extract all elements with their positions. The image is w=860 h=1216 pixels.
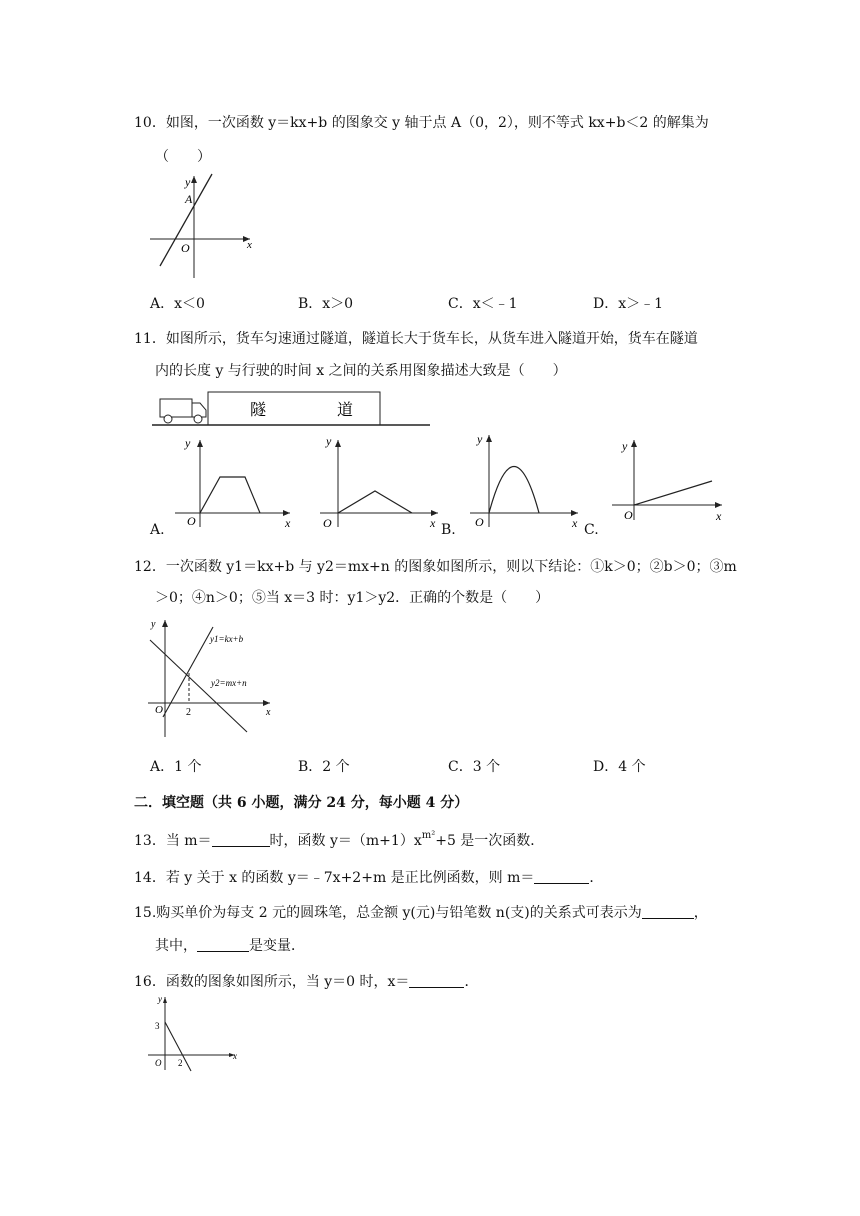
q15-blank-2[interactable] [197, 937, 249, 952]
q11b-o: O [323, 516, 332, 530]
q16-x: x [233, 1051, 237, 1061]
q11-graph-c [470, 430, 585, 530]
q12-o: O [155, 704, 163, 716]
q16-graph [145, 992, 245, 1074]
q10-graph [145, 170, 260, 280]
q11-tunnel-figure [152, 390, 432, 430]
q11c-o: O [475, 515, 484, 529]
q11-graph-d [612, 435, 727, 525]
q16-prefix: 16．函数的图象如图所示，当 y＝0 时，x＝ [134, 974, 410, 990]
q16-y: y [158, 994, 162, 1004]
q12-text-line2: ＞0；④n＞0；⑤当 x＝3 时：y1＞y2．正确的个数是（ ） [155, 590, 550, 606]
q10-option-b[interactable]: B．x＞0 [298, 296, 354, 312]
q11-text-line2: 内的长度 y 与行驶的时间 x 之间的关系用图象描述大致是（ ） [155, 363, 567, 379]
q11a-y: y [185, 436, 191, 450]
q15-blank-1[interactable] [642, 904, 694, 919]
q11d-x: x [716, 509, 722, 523]
q12-option-d[interactable]: D．4 个 [593, 759, 646, 775]
q13-prefix: 13．当 m＝ [134, 833, 212, 849]
q11-option-b[interactable]: B. [441, 522, 456, 538]
q10-x-label: x [247, 239, 252, 251]
q11-graph-a [175, 435, 300, 530]
q15-text-line1 [134, 902, 708, 922]
q16-text [134, 971, 478, 991]
q11-option-c[interactable]: C. [584, 522, 599, 538]
q11d-y: y [622, 439, 628, 453]
q13-blank[interactable] [212, 832, 270, 847]
q13-suffix: +5 是一次函数． [435, 833, 545, 849]
truck-icon [160, 399, 206, 423]
q12-option-b[interactable]: B．2 个 [298, 759, 350, 775]
q12-line2-label: y2=mx+n [211, 678, 247, 688]
q14-suffix: ． [589, 870, 604, 886]
q11b-x: x [430, 516, 436, 530]
q10-A-label: A [185, 192, 193, 206]
q13-text [134, 830, 544, 850]
q10-y-label: y [185, 175, 191, 189]
q11-option-a[interactable]: A. [150, 522, 165, 538]
q15-line1: 15.购买单价为每支 2 元的圆珠笔，总金额 y(元)与铅笔数 n(支)的关系式可表示为 [134, 905, 642, 921]
section-title-fill-blank: 二．填空题（共 6 小题，满分 24 分，每小题 4 分） [134, 795, 469, 811]
q11c-x: x [572, 516, 578, 530]
q12-tick-2: 2 [186, 707, 191, 718]
q10-option-a[interactable]: A．x＜0 [150, 296, 205, 312]
q11-graph-b [320, 435, 445, 530]
q12-option-a[interactable]: A．1 个 [150, 759, 202, 775]
q10-origin-label: O [181, 241, 190, 255]
q11a-o: O [187, 514, 196, 528]
q15-line1-end: ， [693, 905, 708, 921]
q12-option-c[interactable]: C．3 个 [448, 759, 501, 775]
q12-y: y [151, 619, 156, 630]
q10-option-d[interactable]: D．x＞﹣1 [593, 296, 664, 312]
q14-text [134, 867, 603, 887]
q11b-y: y [326, 434, 332, 448]
q11a-x: x [285, 516, 291, 530]
q14-blank[interactable] [534, 869, 589, 884]
q16-tick-2: 2 [178, 1058, 183, 1068]
q15-line2-prefix: 其中， [155, 938, 197, 954]
q12-text-line1: 12．一次函数 y1＝kx+b 与 y2＝mx+n 的图象如图所示，则以下结论：①k＞0；②b＞0；③m [134, 559, 737, 575]
q12-line1-label: y1=kx+b [210, 634, 244, 644]
tunnel-label-1: 隧 [250, 402, 267, 419]
tunnel-label-2: 道 [337, 402, 354, 419]
q10-answer-blank: （ ） [155, 149, 211, 165]
q13-exponent: m² [421, 830, 436, 841]
q16-suffix: ． [464, 974, 479, 990]
q16-tick-3: 3 [155, 1021, 160, 1031]
q16-o: O [155, 1058, 162, 1068]
q15-line2-suffix: 是变量． [249, 938, 305, 954]
q11-text-line1: 11．如图所示，货车匀速通过隧道，隧道长大于货车长，从货车进入隧道开始，货车在隧道 [134, 331, 698, 347]
q10-text: 10．如图，一次函数 y＝kx+b 的图象交 y 轴于点 A（0，2），则不等式 kx+b＜2 的解集为 [134, 115, 709, 131]
q12-x: x [266, 707, 271, 718]
q10-option-c[interactable]: C．x＜﹣1 [448, 296, 518, 312]
q11d-o: O [624, 508, 633, 522]
q13-middle: 时，函数 y＝（m+1）x [269, 833, 422, 849]
q12-graph [145, 615, 280, 740]
q14-prefix: 14．若 y 关于 x 的函数 y＝﹣7x+2+m 是正比例函数，则 m＝ [134, 870, 535, 886]
q15-text-line2 [155, 935, 305, 955]
q16-blank[interactable] [409, 973, 464, 988]
q11c-y: y [477, 432, 483, 446]
